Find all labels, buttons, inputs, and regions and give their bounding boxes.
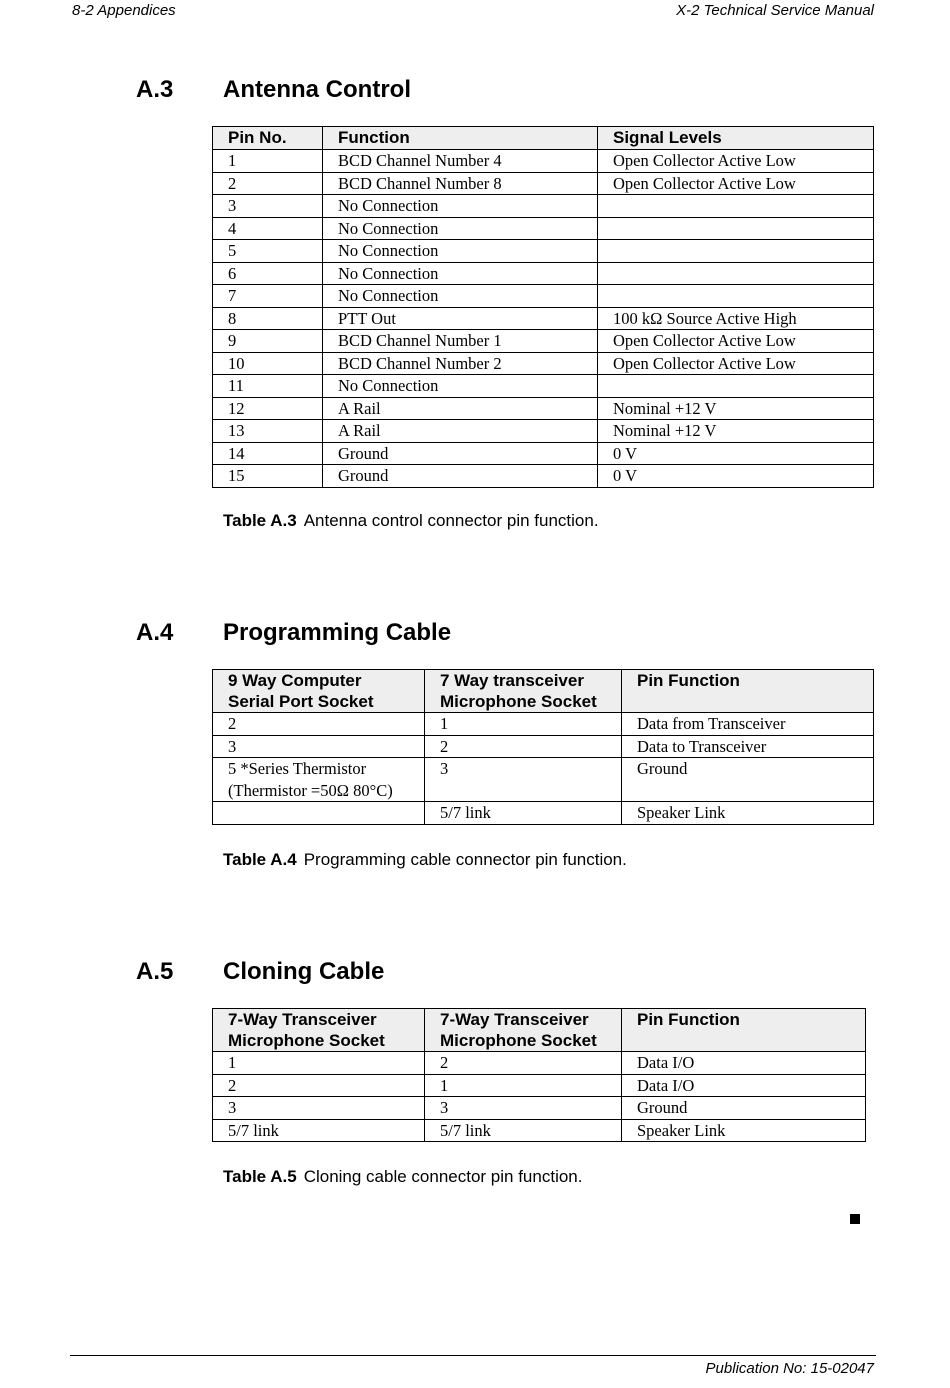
column-header-signal-levels: Signal Levels [598,127,874,150]
table-cell: Nominal +12 V [598,420,874,443]
table-row [213,735,874,758]
cloning-cable-rows [213,1052,866,1142]
table-cell: 0 V [598,442,874,465]
table-cell: No Connection [323,262,598,285]
footer-rule [70,1355,876,1356]
cell-line: Speaker Link [637,803,726,822]
section-heading-a5 [136,958,384,986]
header-line: Microphone Socket [440,1031,597,1050]
table-cell: 3 [213,195,323,218]
cloning-cable-table [212,1008,866,1142]
table-cell: 7 [213,285,323,308]
table-cell: 9 [213,330,323,353]
table-cell: 1 [213,1052,425,1075]
table-row [213,172,874,195]
column-header-transceiver-socket-a [213,1009,425,1052]
table-cell: 10 [213,352,323,375]
header-line: 7-Way Transceiver [228,1010,377,1029]
column-header-transceiver-socket-b [425,1009,622,1052]
table-cell [598,217,874,240]
table-row [213,758,874,802]
table-cell [425,735,622,758]
end-of-section-mark [850,1214,860,1224]
table-cell [213,802,425,825]
column-header-function: Function [323,127,598,150]
table-row [213,1097,866,1120]
table-cell: 6 [213,262,323,285]
table-cell: 3 [425,1097,622,1120]
table-cell: Ground [622,1097,866,1120]
table-cell [598,240,874,263]
antenna-control-rows [213,150,874,488]
table-cell: 8 [213,307,323,330]
table-cell [598,262,874,285]
column-header-pin-function [622,670,874,713]
section-title: Programming Cable [223,619,452,646]
table-cell [213,713,425,736]
page-header-left: 8-2 Appendices [72,2,176,19]
cell-line: 2 [228,714,237,733]
table-cell: Open Collector Active Low [598,330,874,353]
table-cell: Data I/O [622,1074,866,1097]
table-cell [622,802,874,825]
table-cell: BCD Channel Number 4 [323,150,598,173]
table-cell: Open Collector Active Low [598,352,874,375]
cell-line: 5/7 link [440,803,491,822]
table-cell: BCD Channel Number 2 [323,352,598,375]
column-header-pin-function [622,1009,866,1052]
table-cell: Ground [323,442,598,465]
table-cell: No Connection [323,217,598,240]
table-cell: No Connection [323,240,598,263]
column-header-computer-serial-port [213,670,425,713]
header-line: Serial Port Socket [228,692,374,711]
table-cell: 1 [425,1074,622,1097]
table-cell: 12 [213,397,323,420]
column-header-transceiver-socket [425,670,622,713]
table-caption-a5 [223,1167,582,1187]
header-line: 9 Way Computer [228,671,362,690]
table-header-row [213,670,874,713]
table-row [213,285,874,308]
table-header-row [213,127,874,150]
table-cell: 13 [213,420,323,443]
header-line: 7-Way Transceiver [440,1010,589,1029]
caption-text: Programming cable connector pin function. [303,850,627,869]
section-heading-a4 [136,619,451,647]
caption-text: Cloning cable connector pin function. [303,1167,583,1186]
antenna-control-table [212,126,874,488]
table-cell: No Connection [323,195,598,218]
cell-line: 2 [440,736,449,756]
table-cell: 5 [213,240,323,263]
table-cell [425,713,622,736]
cell-line: 5 *Series Thermistor [228,759,367,778]
table-cell: No Connection [323,375,598,398]
table-row [213,217,874,240]
cell-line: 3 [440,759,449,778]
table-cell: 3 [213,1097,425,1120]
table-cell: 0 V [598,465,874,488]
table-cell: Nominal +12 V [598,397,874,420]
table-cell: Data I/O [622,1052,866,1075]
table-row [213,375,874,398]
programming-cable-rows [213,713,874,825]
header-line: 7 Way transceiver [440,671,584,690]
table-row [213,397,874,420]
caption-label: Table A.4 [223,850,297,869]
table-row [213,195,874,218]
table-cell: 1 [213,150,323,173]
table-row [213,330,874,353]
cell-line: 1 [440,714,449,733]
table-cell: 2 [213,172,323,195]
table-cell: 4 [213,217,323,240]
section-number: A.4 [136,619,174,646]
caption-text: Antenna control connector pin function. [303,511,599,530]
table-cell: 100 kΩ Source Active High [598,307,874,330]
table-cell [622,758,874,802]
table-cell: PTT Out [323,307,598,330]
table-cell: A Rail [323,397,598,420]
table-cell: 11 [213,375,323,398]
page-footer-publication-number: Publication No: 15-02047 [705,1360,874,1377]
section-number: A.5 [136,958,174,985]
table-row [213,442,874,465]
section-title: Cloning Cable [223,958,385,985]
header-line: Pin Function [637,1010,740,1029]
table-caption-a4 [223,850,627,870]
table-cell: Speaker Link [622,1119,866,1142]
table-header-row [213,1009,866,1052]
caption-label: Table A.3 [223,511,297,530]
table-cell: BCD Channel Number 8 [323,172,598,195]
page-header-right: X-2 Technical Service Manual [676,2,874,19]
table-row [213,1052,866,1075]
table-cell: Open Collector Active Low [598,172,874,195]
table-cell: 2 [425,1052,622,1075]
cell-line: (Thermistor =50Ω 80°C) [228,780,393,800]
table-row [213,262,874,285]
table-caption-a3 [223,511,599,531]
table-cell [598,195,874,218]
header-line: Microphone Socket [228,1031,385,1050]
table-cell [622,735,874,758]
table-cell: Ground [323,465,598,488]
table-cell [425,802,622,825]
cell-line: Data to Transceiver [637,736,767,756]
table-row [213,1074,866,1097]
table-cell: 5/7 link [213,1119,425,1142]
table-row [213,465,874,488]
table-cell: 2 [213,1074,425,1097]
column-header-pin-no: Pin No. [213,127,323,150]
table-row [213,802,874,825]
table-cell [598,285,874,308]
cell-line: Data from Transceiver [637,714,786,733]
section-number: A.3 [136,76,174,103]
table-cell [213,758,425,802]
table-cell: No Connection [323,285,598,308]
section-title: Antenna Control [223,76,411,103]
table-row [213,420,874,443]
table-cell [425,758,622,802]
table-row [213,713,874,736]
table-cell [598,375,874,398]
table-row [213,307,874,330]
header-line: Pin Function [637,671,740,690]
caption-label: Table A.5 [223,1167,297,1186]
table-row [213,150,874,173]
table-cell: 15 [213,465,323,488]
table-row [213,240,874,263]
section-heading-a3 [136,76,411,104]
table-cell [622,713,874,736]
cell-line: 3 [228,736,237,756]
table-cell [213,735,425,758]
table-cell: A Rail [323,420,598,443]
cell-line: Ground [637,759,688,778]
header-line: Microphone Socket [440,692,597,711]
table-cell: Open Collector Active Low [598,150,874,173]
table-row [213,1119,866,1142]
table-cell: BCD Channel Number 1 [323,330,598,353]
programming-cable-table [212,669,874,825]
table-cell: 14 [213,442,323,465]
table-cell: 5/7 link [425,1119,622,1142]
table-row [213,352,874,375]
